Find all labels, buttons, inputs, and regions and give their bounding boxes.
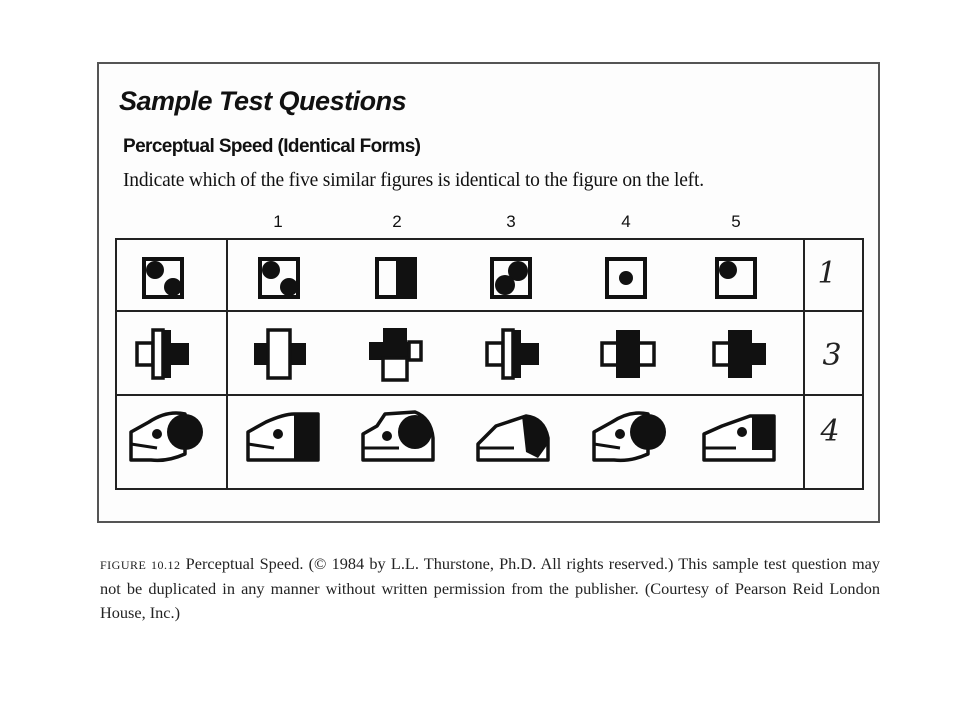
option-2-cross-figure[interactable] <box>367 326 423 382</box>
reference-square-dots-figure <box>141 256 185 300</box>
grid-divider <box>117 310 862 312</box>
column-number-1: 1 <box>273 212 283 231</box>
option-2-half-filled-square-figure[interactable] <box>374 256 418 300</box>
option-3-square-dots-figure[interactable] <box>489 256 533 300</box>
instruction-text: Indicate which of the five similar figures is identical to the figure on the left. <box>123 170 704 191</box>
answer-row-1: 1 <box>817 256 837 291</box>
column-number-2: 2 <box>392 212 402 231</box>
option-2-dog-head-figure[interactable] <box>359 408 437 466</box>
option-4-cross-figure[interactable] <box>600 328 656 380</box>
option-3-cross-figure[interactable] <box>485 328 541 380</box>
option-3-dog-head-figure[interactable] <box>474 408 552 466</box>
option-4-square-dot-figure[interactable] <box>604 256 648 300</box>
option-1-cross-figure[interactable] <box>252 328 308 380</box>
option-4-dog-head-figure[interactable] <box>590 408 668 466</box>
figure-label: FIGURE 10.12 <box>100 558 181 572</box>
reference-dog-head-figure <box>127 408 205 466</box>
sample-test-panel <box>97 62 880 523</box>
section-title: Perceptual Speed (Identical Forms) <box>123 136 421 157</box>
grid-divider <box>226 240 228 488</box>
figure-caption-text: Perceptual Speed. (© 1984 by L.L. Thurstone, Ph.D. All rights reserved.) This sample test question may not be duplicated in any manner without written permission from the publisher. (Courtesy of Pearson Reid London House, Inc.) <box>100 554 880 622</box>
option-1-dog-head-figure[interactable] <box>244 408 322 466</box>
figure-caption <box>100 552 880 625</box>
column-number-5: 5 <box>731 212 741 231</box>
panel-title: Sample Test Questions <box>119 86 407 116</box>
test-grid <box>115 238 864 490</box>
grid-divider <box>117 394 862 396</box>
answer-row-3: 4 <box>820 414 840 449</box>
column-number-3: 3 <box>506 212 516 231</box>
answer-row-2: 3 <box>822 338 842 373</box>
option-5-square-dot-figure[interactable] <box>714 256 758 300</box>
column-number-4: 4 <box>621 212 631 231</box>
option-1-square-dots-figure[interactable] <box>257 256 301 300</box>
option-5-dog-head-figure[interactable] <box>700 408 778 466</box>
option-5-cross-figure[interactable] <box>712 328 768 380</box>
reference-cross-figure <box>135 328 191 380</box>
